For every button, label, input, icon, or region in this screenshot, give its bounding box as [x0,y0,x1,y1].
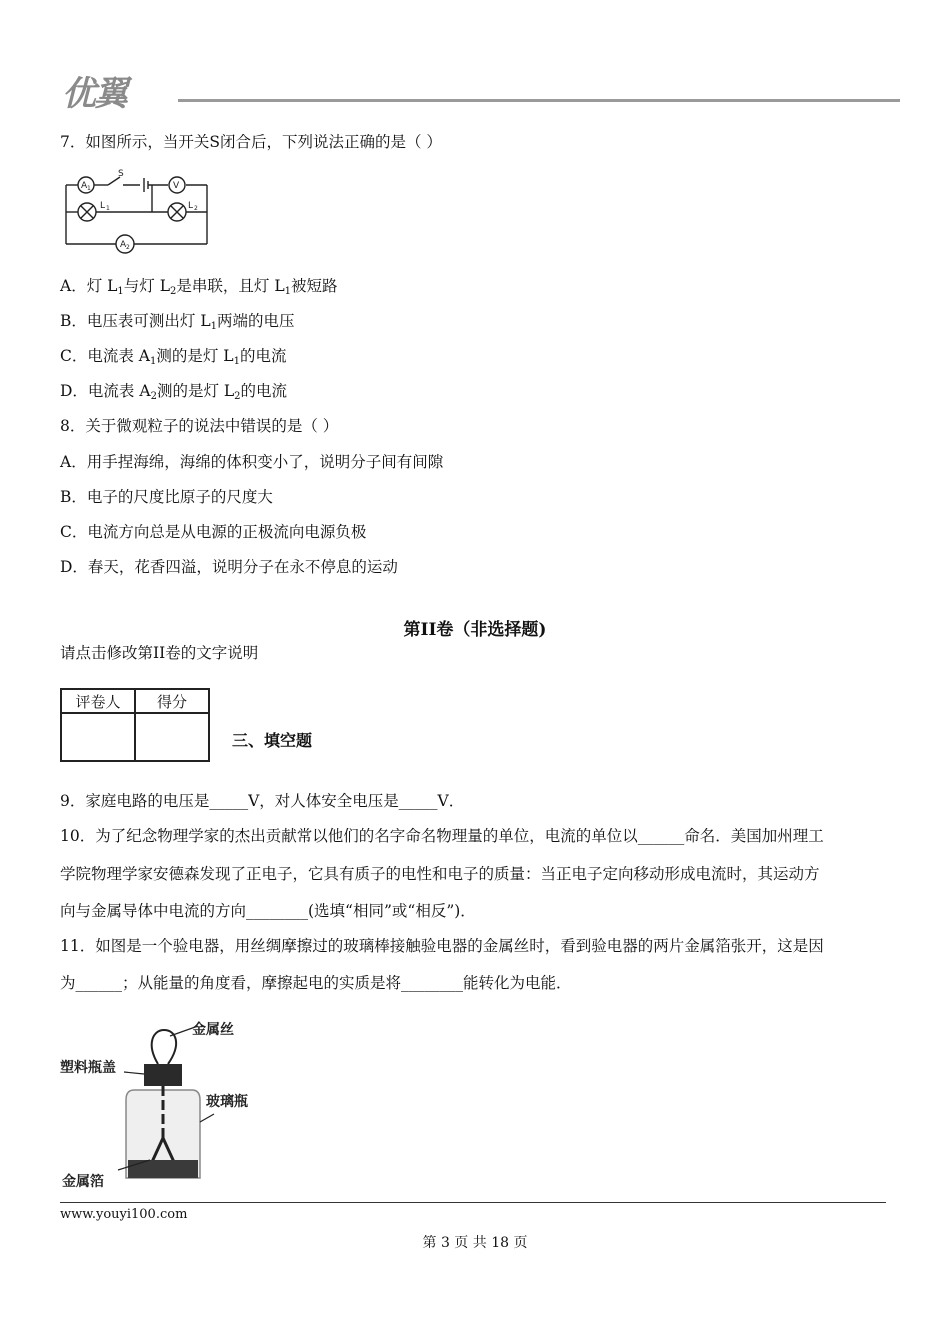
circuit-a2-label: A [120,240,127,250]
fill-in-heading: 三、填空题 [232,731,313,750]
q7-option-a: A．灯 $L_1$与灯 $L_2$是串联，且灯 $L_1$被短路 [60,277,338,297]
q8-option-d: D．春天，花香四溢，说明分子在永不停息的运动 [60,558,398,576]
circuit-l1-sub: 1 [106,205,110,212]
q10-line-3: 向与金属导体中电流的方向________(选填“相同”或“相反”)． [60,902,476,920]
q7-option-b: B．电压表可测出灯 $L_1$两端的电压 [60,312,295,332]
circuit-a2-sub: 2 [126,244,130,251]
q8-stem: 8．关于微观粒子的说法中错误的是（ ） [60,417,339,435]
score-table-cell-grader [61,713,135,761]
label-metal-wire: 金属丝 [192,1022,234,1038]
q10-line-2: 学院物理学家安德森发现了正电子，它具有质子的电性和电子的质量：当正电子定向移动形成电流时，其运动方 [60,865,820,883]
score-table [60,688,210,762]
circuit-v-label: V [173,181,180,191]
footer-url[interactable]: www.youyi100.com [60,1207,188,1222]
label-plastic-cap: 塑料瓶盖 [60,1060,116,1076]
score-table-cell-score [135,713,209,761]
q7-stem: 7．如图所示，当开关S闭合后，下列说法正确的是（ ） [60,133,442,151]
q8-option-a: A．用手捏海绵，海绵的体积变小了，说明分子间有间隙 [60,453,444,471]
circuit-l2-label: L [188,201,194,211]
header-rule [178,99,900,102]
q7-circuit-diagram [60,168,220,258]
page-number: 第 3 页 共 18 页 [422,1235,528,1251]
circuit-a1-sub: 1 [87,185,91,192]
circuit-switch-label: S [118,169,124,179]
section-title: 第II卷（非选择题) [403,620,547,640]
circuit-a1-label: A [81,181,88,191]
circuit-l1-label: L [100,201,106,211]
section-note: 请点击修改第II卷的文字说明 [60,644,259,662]
q10-line-1: 10．为了纪念物理学家的杰出贡献常以他们的名字命名物理量的单位，电流的单位以______命名．美国加州理工 [60,827,824,845]
q7-option-d: D．电流表 $A_2$测的是灯 $L_2$的电流 [60,382,288,402]
label-glass-bottle: 玻璃瓶 [206,1094,248,1110]
q9-text: 9．家庭电路的电压是_____V，对人体安全电压是_____V． [60,792,465,810]
q11-line-2: 为______；从能量的角度看，摩擦起电的实质是将________能转化为电能． [60,974,572,992]
footer-rule [60,1202,886,1203]
q8-option-c: C．电流方向总是从电源的正极流向电源负极 [60,523,367,541]
electroscope-figure [58,1010,278,1195]
q8-option-b: B．电子的尺度比原子的尺度大 [60,488,273,506]
logo: 优翼 [62,74,126,114]
q7-option-c: C．电流表 $A_1$测的是灯 $L_1$的电流 [60,347,287,367]
q11-line-1: 11．如图是一个验电器，用丝绸摩擦过的玻璃棒接触验电器的金属丝时，看到验电器的两片金属箔张开，这是因 [60,937,824,955]
score-table-header-grader: 评卷人 [61,689,135,713]
score-table-header-score: 得分 [135,689,209,713]
label-metal-foil: 金属箔 [62,1174,104,1190]
circuit-l2-sub: 2 [194,205,198,212]
